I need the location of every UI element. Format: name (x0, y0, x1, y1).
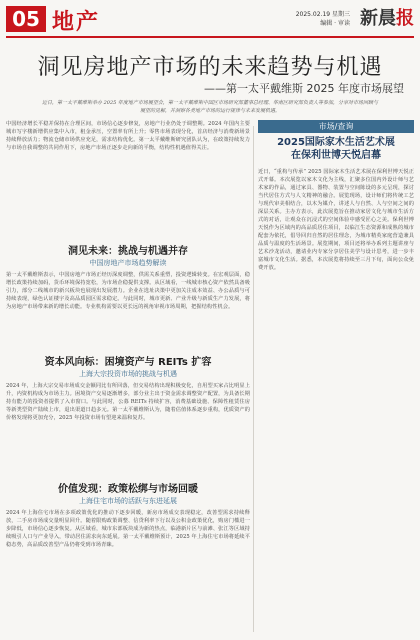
section-2-subtitle: 上海大宗投资市场的挑战与机遇 (79, 370, 177, 378)
right-article-subtitle: 在保利世博天悦启幕 (291, 150, 381, 161)
section-2-body: 2024 年，上海大宗交易市场成交金额同比有所回落，但交易结构出现积极变化，自用型买家占比明显上升，内资机构成为市场主力。困境资产交易逐渐增多，部分业主出于资金需求调整资产配置，为具备长期持有能力的投资者提供了入市窗口。与此同时，公募 REITs 持续扩容，消费基础设施、保障性租赁住房等新类型资产陆续上市，退出渠道日趋多元。第一太平戴维斯认为，随着估值体系逐步重构，优质资产的价格发现将更加充分，2025 年投资市场有望迎来温和复苏。 (6, 383, 250, 421)
section-3-body: 2024 年上海住宅市场在多项政策优化的推动下逐步回暖，新房市场成交表现稳定，改善型需求持续释放，二手房市场成交量明显回升。随着限购政策调整、信贷利率下行以及公积金政策优化，购房门槛进一步降低，市场信心逐步恢复。从区域看，城市东部板块成为新的热点，临港新片区与前滩、张江等区域持续吸引人口与产业导入，带动居住需求向东延展。第一太平戴维斯预计，2025 年上海住宅市场将延续平稳态势，高品质改善型产品仍将受到市场青睐。 (6, 510, 250, 548)
header-rule (6, 36, 414, 38)
section-3-head (6, 480, 250, 506)
right-article-title: 2025国际家木生活艺术展 (277, 137, 395, 148)
section-3-subtitle: 上海住宅市场的活跃与东进延展 (79, 497, 177, 505)
page-header (0, 0, 420, 48)
right-column (258, 120, 414, 638)
section-2-head (6, 353, 250, 379)
newspaper-logo: 新晨报 (360, 8, 414, 29)
article-title: 洞见房地产市场的未来趋势与机遇 (37, 55, 383, 80)
issue-date: 2025.02.19 星期三 (295, 11, 350, 18)
left-column (6, 120, 250, 629)
article-intro: 近日，第一太平戴维斯举办 2025 年度地产市场展望会，第一太平戴维斯中国区市场研究部董事总经理、华南区研究部负责人等参加，分享对市场回顾与展望的见解，并洞察各类地产市场的运行规律与未来发展机遇。 (42, 100, 378, 114)
right-article-body: 近日，“重构与传承” 2025 国际家木生活艺术展在保利世博天悦正式开幕。本次展览以家木文化为主线，汇聚多位国内外设计师与艺术家的作品，通过家具、器物、装置与空间陈设的多元呈现，探讨当代居住方式与人文精神的融合。展览现场，设计师们将传统工艺与现代审美相结合，以木为媒介，讲述人与自然、人与空间之间的深层关系。主办方表示，此次展览旨在推动家居文化与城市生活方式的对话，让观众在沉浸式的空间体验中感受匠心之美。保利世博天悦作为区域内的高品质居住项目，以临江生态资源和成熟的城市配套为依托，倡导回归自然的居住理念，为城市精英家庭营造兼具品质与温度的生活场景。展览期间，项目还将举办系列主题讲座与艺术沙龙活动，邀请业内专家分享居住美学与设计思考，进一步丰富城市文化生活。据悉，本次展览将持续至三月下旬，面向公众免费开放。 (258, 169, 414, 271)
section-title: 地产 (52, 10, 101, 35)
section-3-title: 价值发现：政策松绑与市场回暖 (58, 484, 198, 495)
section-1-body: 第一太平戴维斯表示，中国房地产市场正经历深度调整，供需关系重塑，投资逻辑转变。在宏观层面，稳增长政策持续加码，货币环境保持宽松，为市场企稳提供支撑。从区域看，一线城市核心资产依然具备吸引力，部分二线城市的新兴板块也展现出发展潜力。企业在选址决策中更加关注成本效益、办公品质与可持续表现，绿色认证楼宇及高品质园区需求稳定。与此同时，城市更新、产业升级与新质生产力发展，将为房地产市场带来新的增长动能。专业机构需要以更长远的视角审视市场周期，把握结构性机会。 (6, 272, 250, 310)
section-1-subtitle: 中国房地产市场趋势解读 (89, 259, 167, 267)
section-1-title: 洞见未来：挑战与机遇并存 (68, 246, 188, 257)
section-1-head (6, 242, 250, 268)
section-number: 05 (6, 6, 46, 32)
issue-editor: 编辑 · 审读 (320, 20, 350, 27)
column-divider (253, 126, 254, 632)
issue-meta (296, 10, 350, 28)
right-section-tag: 市场/查询 (258, 120, 414, 133)
section-2-title: 资本风向标：困境资产与 REITs 扩容 (44, 357, 212, 368)
article-subtitle: ——第一太平戴维斯 2025 年度市场展望 (204, 82, 404, 95)
lead-paragraph: 中国经济增长平稳并保持在合理区间，市场信心逐步修复，房地产行业仍处于调整期。2024 年国内主要城市写字楼新增供应集中入市，租金承压，空置率有所上升；零售市场表现分化，首店经济与消费新场景持续释放活力；物流仓储市场供应充足，需求结构优化。第一太平戴维斯研究团队认为，在政策持续发力与市场自我调整的共同作用下，房地产市场正逐步走向新的平衡，结构性机遇值得关注。 (6, 121, 250, 151)
